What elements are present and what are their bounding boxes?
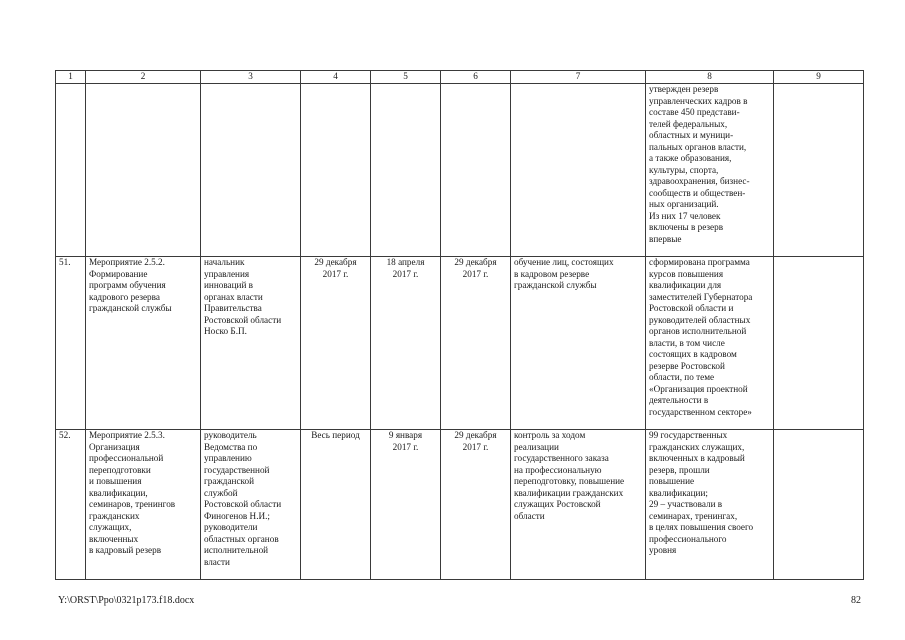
actual-end-cell (441, 257, 511, 430)
footer-file-path: Y:\ORST\Ppo\0321p173.f18.docx (58, 595, 195, 606)
column-number-row (56, 71, 864, 84)
planned-date-cell (301, 84, 371, 257)
cell-text-line: Мероприятие 2.5.3. (89, 430, 165, 440)
cell-text-line: семинарах, тренингах, (649, 510, 738, 521)
cell-text-line: гражданской (204, 476, 255, 486)
cell-text-line: 18 апреля (386, 257, 425, 267)
cell-text-line: Формирование (89, 268, 148, 279)
cell-text-line: переподготовку, повышение (514, 476, 625, 486)
planned-date-cell (301, 257, 371, 430)
reasons-cell (774, 257, 864, 430)
event-cell (86, 257, 201, 430)
event-cell (86, 430, 201, 580)
cell-text-line: области (514, 510, 545, 521)
cell-text-line: службой (204, 487, 238, 498)
table-row (56, 430, 864, 580)
cell-text-line: Правительства (204, 303, 262, 313)
cell-text-line: области, по теме (649, 372, 715, 382)
page-number: 82 (851, 595, 861, 606)
cell-text-line: деятельности в (649, 395, 709, 405)
table-row (56, 84, 864, 257)
cell-text-line: семинаров, тренингов (89, 499, 176, 509)
cell-text-line: впервые (649, 233, 682, 244)
reasons-cell (774, 430, 864, 580)
cell-text-line: Носко Б.П. (204, 326, 247, 336)
cell-text-line: включенных в кадровый (649, 453, 745, 463)
cell-text-line: областных органов (204, 533, 279, 544)
cell-text-line: власти, в том числе (649, 337, 725, 348)
expected-result-cell (511, 430, 646, 580)
cell-text-line: культуры, спорта, (649, 164, 719, 175)
cell-text-line: исполнительной (204, 545, 269, 555)
actual-result-cell (646, 84, 774, 257)
cell-text-line: органов исполнительной (649, 326, 747, 336)
actual-result-cell (646, 257, 774, 430)
cell-text-line: 2017 г. (322, 268, 349, 279)
cell-text-line: сформирована программа (649, 257, 750, 267)
cell-text-line: заместителей Губернатора (649, 291, 753, 302)
cell-text-line: пальных органов власти, (649, 141, 747, 152)
cell-text-line: профессионального (649, 533, 727, 544)
cell-text-line: реализации (514, 441, 559, 452)
cell-text-line: 29 декабря (314, 257, 357, 267)
cell-text-line: 2017 г. (462, 268, 489, 279)
table-row (56, 257, 864, 430)
cell-text-line: сообществ и обществен- (649, 187, 746, 198)
cell-text-line: Финогенов Н.И.; (204, 510, 270, 521)
cell-text-line: государственном секторе» (649, 406, 752, 417)
column-number: 1 (56, 71, 86, 84)
cell-text-line: профессиональной (89, 453, 164, 463)
column-number: 7 (511, 71, 646, 84)
event-cell (86, 84, 201, 257)
report-table (55, 70, 864, 580)
cell-text-line: телей федеральных, (649, 118, 728, 129)
column-number: 8 (646, 71, 774, 84)
cell-text-line: в кадровый резерв (89, 545, 162, 555)
actual-start-cell (371, 257, 441, 430)
cell-text-line: кадрового резерва (89, 291, 160, 302)
actual-result-cell (646, 430, 774, 580)
cell-text-line: Из них 17 человек (649, 210, 721, 221)
cell-text-line: 2017 г. (462, 441, 489, 452)
cell-text-line: Ростовской области (204, 499, 282, 509)
cell-text-line: 2017 г. (392, 268, 419, 279)
responsible-cell (201, 84, 301, 257)
actual-start-cell (371, 84, 441, 257)
cell-text-line: курсов повышения (649, 268, 724, 279)
cell-text-line: органах власти (204, 291, 263, 302)
cell-text-line: 2017 г. (392, 441, 419, 452)
cell-text-line: ных организаций. (649, 199, 719, 209)
planned-date-cell (301, 430, 371, 580)
cell-text-line: резерве Ростовской (649, 360, 725, 371)
cell-text-line: обучение лиц, состоящих (514, 257, 614, 267)
column-number: 9 (774, 71, 864, 84)
row-number: 51. (56, 257, 86, 430)
cell-text-line: квалификации гражданских (514, 487, 624, 498)
cell-text-line: квалификации; (649, 487, 708, 498)
responsible-cell (201, 257, 301, 430)
cell-text-line: 29 декабря (454, 257, 497, 267)
cell-text-line: включены в резерв (649, 222, 724, 232)
column-number: 3 (201, 71, 301, 84)
cell-text-line: повышение (649, 476, 695, 486)
cell-text-line: государственной (204, 464, 270, 475)
cell-text-line: инноваций в (204, 280, 254, 290)
cell-text-line: а также образования, (649, 153, 732, 163)
cell-text-line: составе 450 представи- (649, 107, 740, 117)
cell-text-line: квалификации, (89, 487, 148, 498)
cell-text-line: областных и муници- (649, 130, 734, 140)
cell-text-line: резерв, прошли (649, 464, 710, 475)
cell-text-line: здравоохранения, бизнес- (649, 176, 750, 186)
cell-text-line: Ростовской области (204, 314, 282, 325)
cell-text-line: включенных (89, 533, 139, 544)
cell-text-line: уровня (649, 545, 677, 555)
cell-text-line: гражданской службы (514, 280, 597, 290)
cell-text-line: на профессиональную (514, 464, 602, 475)
cell-text-line: 29 – участвовали в (649, 499, 723, 509)
cell-text-line: 99 государственных (649, 430, 728, 440)
cell-text-line: утвержден резерв (649, 84, 719, 94)
expected-result-cell (511, 84, 646, 257)
cell-text-line: квалификации для (649, 280, 722, 290)
cell-text-line: управлению (204, 453, 252, 463)
cell-text-line: в целях повышения своего (649, 522, 754, 532)
cell-text-line: Мероприятие 2.5.2. (89, 257, 165, 267)
cell-text-line: власти (204, 556, 230, 567)
cell-text-line: руководитель (204, 430, 257, 440)
cell-text-line: служащих, (89, 522, 132, 532)
cell-text-line: в кадровом резерве (514, 268, 590, 279)
cell-text-line: управленческих кадров в (649, 95, 748, 106)
cell-text-line: государственного заказа (514, 453, 609, 463)
cell-text-line: начальник (204, 257, 245, 267)
row-number: 52. (56, 430, 86, 580)
cell-text-line: 9 января (388, 430, 423, 440)
cell-text-line: Организация (89, 441, 140, 452)
column-number: 4 (301, 71, 371, 84)
cell-text-line: гражданских служащих, (649, 441, 745, 452)
row-number (56, 84, 86, 257)
cell-text-line: руководители (204, 522, 258, 532)
cell-text-line: контроль за ходом (514, 430, 586, 440)
column-number: 2 (86, 71, 201, 84)
cell-text-line: управления (204, 268, 250, 279)
cell-text-line: служащих Ростовской (514, 499, 601, 509)
cell-text-line: гражданских (89, 510, 140, 521)
actual-end-cell (441, 430, 511, 580)
cell-text-line: «Организация проектной (649, 383, 748, 394)
actual-end-cell (441, 84, 511, 257)
cell-text-line: Ведомства по (204, 441, 258, 452)
cell-text-line: Ростовской области и (649, 303, 734, 313)
column-number: 6 (441, 71, 511, 84)
cell-text-line: и повышения (89, 476, 142, 486)
column-number: 5 (371, 71, 441, 84)
cell-text-line: переподготовки (89, 464, 151, 475)
actual-start-cell (371, 430, 441, 580)
cell-text-line: руководителей областных (649, 314, 751, 325)
expected-result-cell (511, 257, 646, 430)
responsible-cell (201, 430, 301, 580)
cell-text-line: состоящих в кадровом (649, 349, 737, 359)
reasons-cell (774, 84, 864, 257)
cell-text-line: программ обучения (89, 280, 166, 290)
cell-text-line: 29 декабря (454, 430, 497, 440)
cell-text-line: гражданской службы (89, 303, 172, 313)
cell-text-line: Весь период (311, 430, 360, 440)
